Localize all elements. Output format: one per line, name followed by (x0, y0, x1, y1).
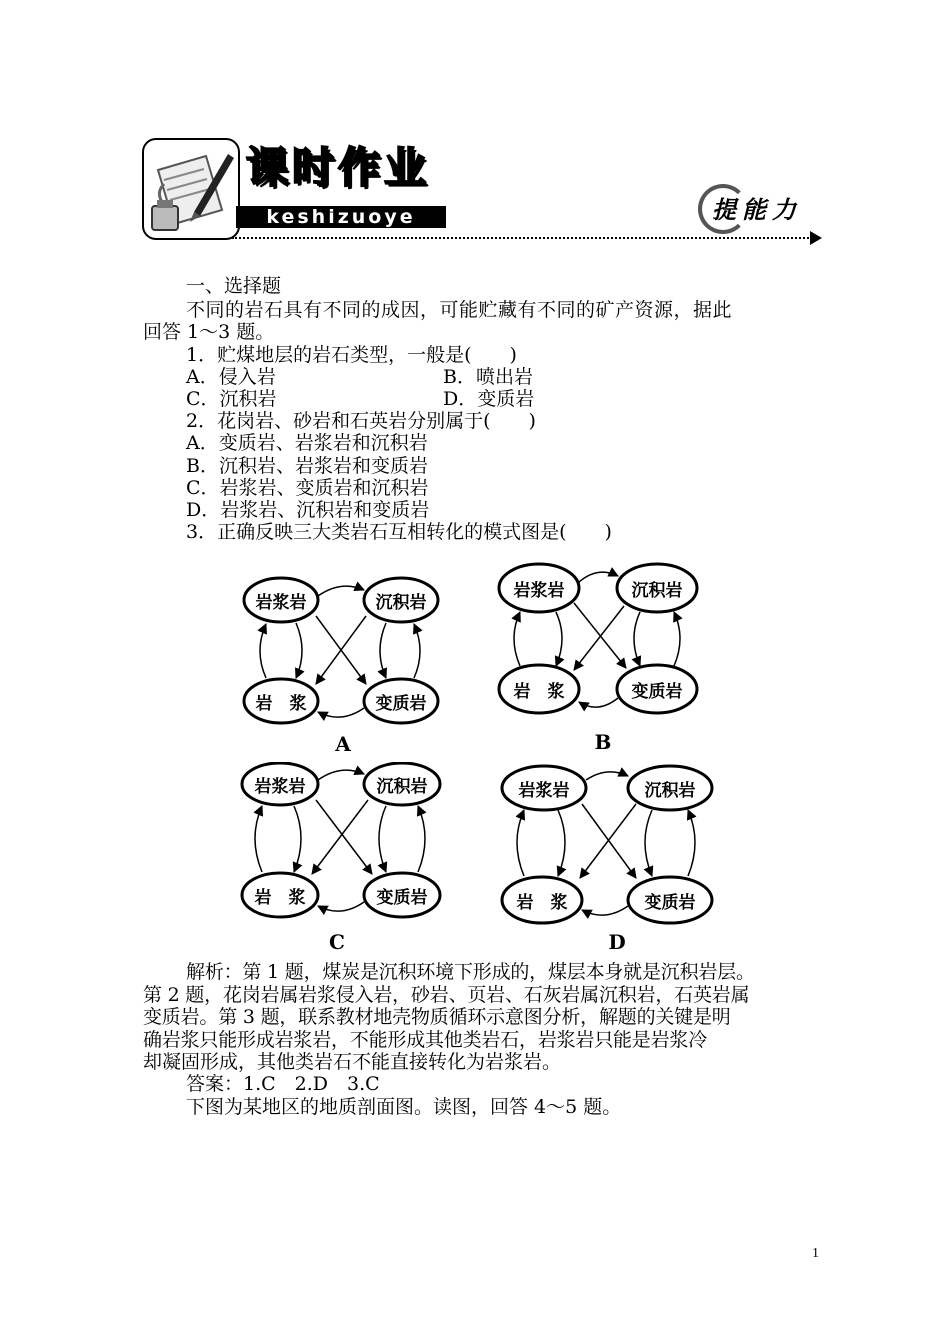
arrow-sedimentary-to-metamorphic (380, 623, 386, 678)
arrow-right-icon (810, 231, 822, 245)
q3-stem: 3．正确反映三大类岩石互相转化的模式图是( ) (186, 521, 612, 543)
node-sedimentary-rock: 沉积岩 (644, 781, 696, 801)
diagram-a (236, 566, 456, 736)
diagram-a-label: A (335, 732, 351, 756)
pen-paper-icon (142, 138, 240, 240)
intro-line-2: 回答 1～3 题。 (143, 321, 275, 343)
diagram-d-label: D (608, 930, 626, 954)
diagram-c (232, 762, 452, 932)
arrow-magmatic-to-magma (558, 810, 565, 876)
diagram-b (494, 558, 714, 728)
arrow-metamorphic-to-sedimentary (688, 810, 695, 876)
arrow-sedimentary-to-metamorphic (645, 810, 652, 876)
node-metamorphic-rock: 变质岩 (644, 893, 696, 913)
arrow-metamorphic-to-sedimentary (418, 806, 425, 872)
q1-option-c: C．沉积岩 (186, 388, 277, 410)
q2-option-d: D．岩浆岩、沉积岩和变质岩 (186, 499, 430, 521)
node-metamorphic-rock: 变质岩 (375, 694, 427, 714)
diagram-b-label: B (594, 730, 612, 754)
node-magma: 岩 浆 (255, 694, 307, 714)
arrow-sedimentary-to-metamorphic (379, 806, 386, 872)
node-metamorphic-rock: 变质岩 (376, 888, 428, 908)
arrow-magma-to-magmatic (514, 612, 520, 666)
arrow-sedimentary-to-magma (312, 800, 368, 874)
node-magmatic-rock: 岩浆岩 (255, 593, 307, 613)
arrow-metamorphic-to-magma (318, 708, 364, 717)
node-magma: 岩 浆 (254, 888, 306, 908)
arrow-magma-to-magmatic (260, 624, 266, 678)
header-banner (140, 138, 830, 248)
analysis-line-1: 解析：第 1 题，煤炭是沉积环境下形成的，煤层本身就是沉积岩层。 (186, 961, 755, 983)
arrow-metamorphic-to-magma (582, 906, 628, 915)
arrow-magmatic-to-magma (556, 612, 562, 666)
node-magmatic-rock: 岩浆岩 (254, 777, 306, 797)
next-question-intro: 下图为某地区的地质剖面图。读图，回答 4～5 题。 (186, 1096, 622, 1118)
analysis-line-5: 却凝固形成，其他类岩石不能直接转化为岩浆岩。 (143, 1051, 562, 1073)
badge-label: 提能力 (712, 196, 802, 224)
header-subtitle: keshizuoye (236, 206, 446, 228)
arrow-magma-to-magmatic (255, 806, 262, 872)
arrow-metamorphic-to-magma (318, 902, 364, 911)
node-magmatic-rock: 岩浆岩 (518, 781, 570, 801)
arrow-magmatic-to-magma (296, 623, 302, 678)
q2-stem: 2．花岗岩、砂岩和石英岩分别属于( ) (186, 410, 536, 432)
q2-option-b: B．沉积岩、岩浆岩和变质岩 (186, 455, 428, 477)
diagram-c-label: C (329, 930, 345, 954)
header-divider (232, 237, 812, 239)
analysis-line-3: 变质岩。第 3 题，联系教材地壳物质循环示意图分析，解题的关键是明 (143, 1006, 731, 1028)
node-sedimentary-rock: 沉积岩 (631, 581, 683, 601)
arrow-metamorphic-to-sedimentary (674, 612, 680, 666)
header-title: 课时作业 (246, 143, 431, 192)
node-magma: 岩 浆 (516, 893, 568, 913)
node-magma: 岩 浆 (513, 682, 565, 702)
node-metamorphic-rock: 变质岩 (631, 682, 683, 702)
q2-option-c: C．岩浆岩、变质岩和沉积岩 (186, 477, 429, 499)
arrow-magmatic-to-sedimentary (586, 772, 628, 780)
intro-line-1: 不同的岩石具有不同的成因，可能贮藏有不同的矿产资源，据此 (186, 299, 733, 321)
arrow-metamorphic-to-sedimentary (414, 624, 420, 678)
q2-option-a: A．变质岩、岩浆岩和沉积岩 (186, 432, 428, 454)
arrow-magmatic-to-sedimentary (579, 572, 618, 582)
arrow-magmatic-to-magma (294, 806, 301, 872)
section-title: 一、选择题 (186, 275, 282, 297)
q1-option-d: D．变质岩 (443, 388, 535, 410)
answer-line: 答案：1.C 2.D 3.C (186, 1073, 380, 1095)
q1-option-b: B．喷出岩 (443, 366, 533, 388)
arrow-magmatic-to-metamorphic (316, 800, 372, 874)
arrow-magma-to-magmatic (517, 810, 524, 876)
q1-option-a: A．侵入岩 (186, 366, 276, 388)
arrow-sedimentary-to-magma (574, 606, 624, 670)
arrow-metamorphic-to-magma (579, 698, 618, 707)
q1-stem: 1．贮煤地层的岩石类型，一般是( ) (186, 344, 517, 366)
level-badge (696, 182, 826, 232)
analysis-line-4: 确岩浆只能形成岩浆岩，不能形成其他类岩石，岩浆岩只能是岩浆冷 (143, 1029, 708, 1051)
arrow-magmatic-to-sedimentary (318, 770, 364, 780)
node-sedimentary-rock: 沉积岩 (375, 593, 427, 613)
page-number: 1 (812, 1246, 819, 1261)
analysis-line-2: 第 2 题，花岗岩属岩浆侵入岩，砂岩、页岩、石灰岩属沉积岩，石英岩属 (143, 984, 750, 1006)
node-magmatic-rock: 岩浆岩 (513, 581, 565, 601)
arrow-magmatic-to-sedimentary (318, 586, 364, 596)
arrow-sedimentary-to-metamorphic (634, 612, 640, 666)
node-sedimentary-rock: 沉积岩 (376, 777, 428, 797)
diagram-d (496, 764, 721, 934)
